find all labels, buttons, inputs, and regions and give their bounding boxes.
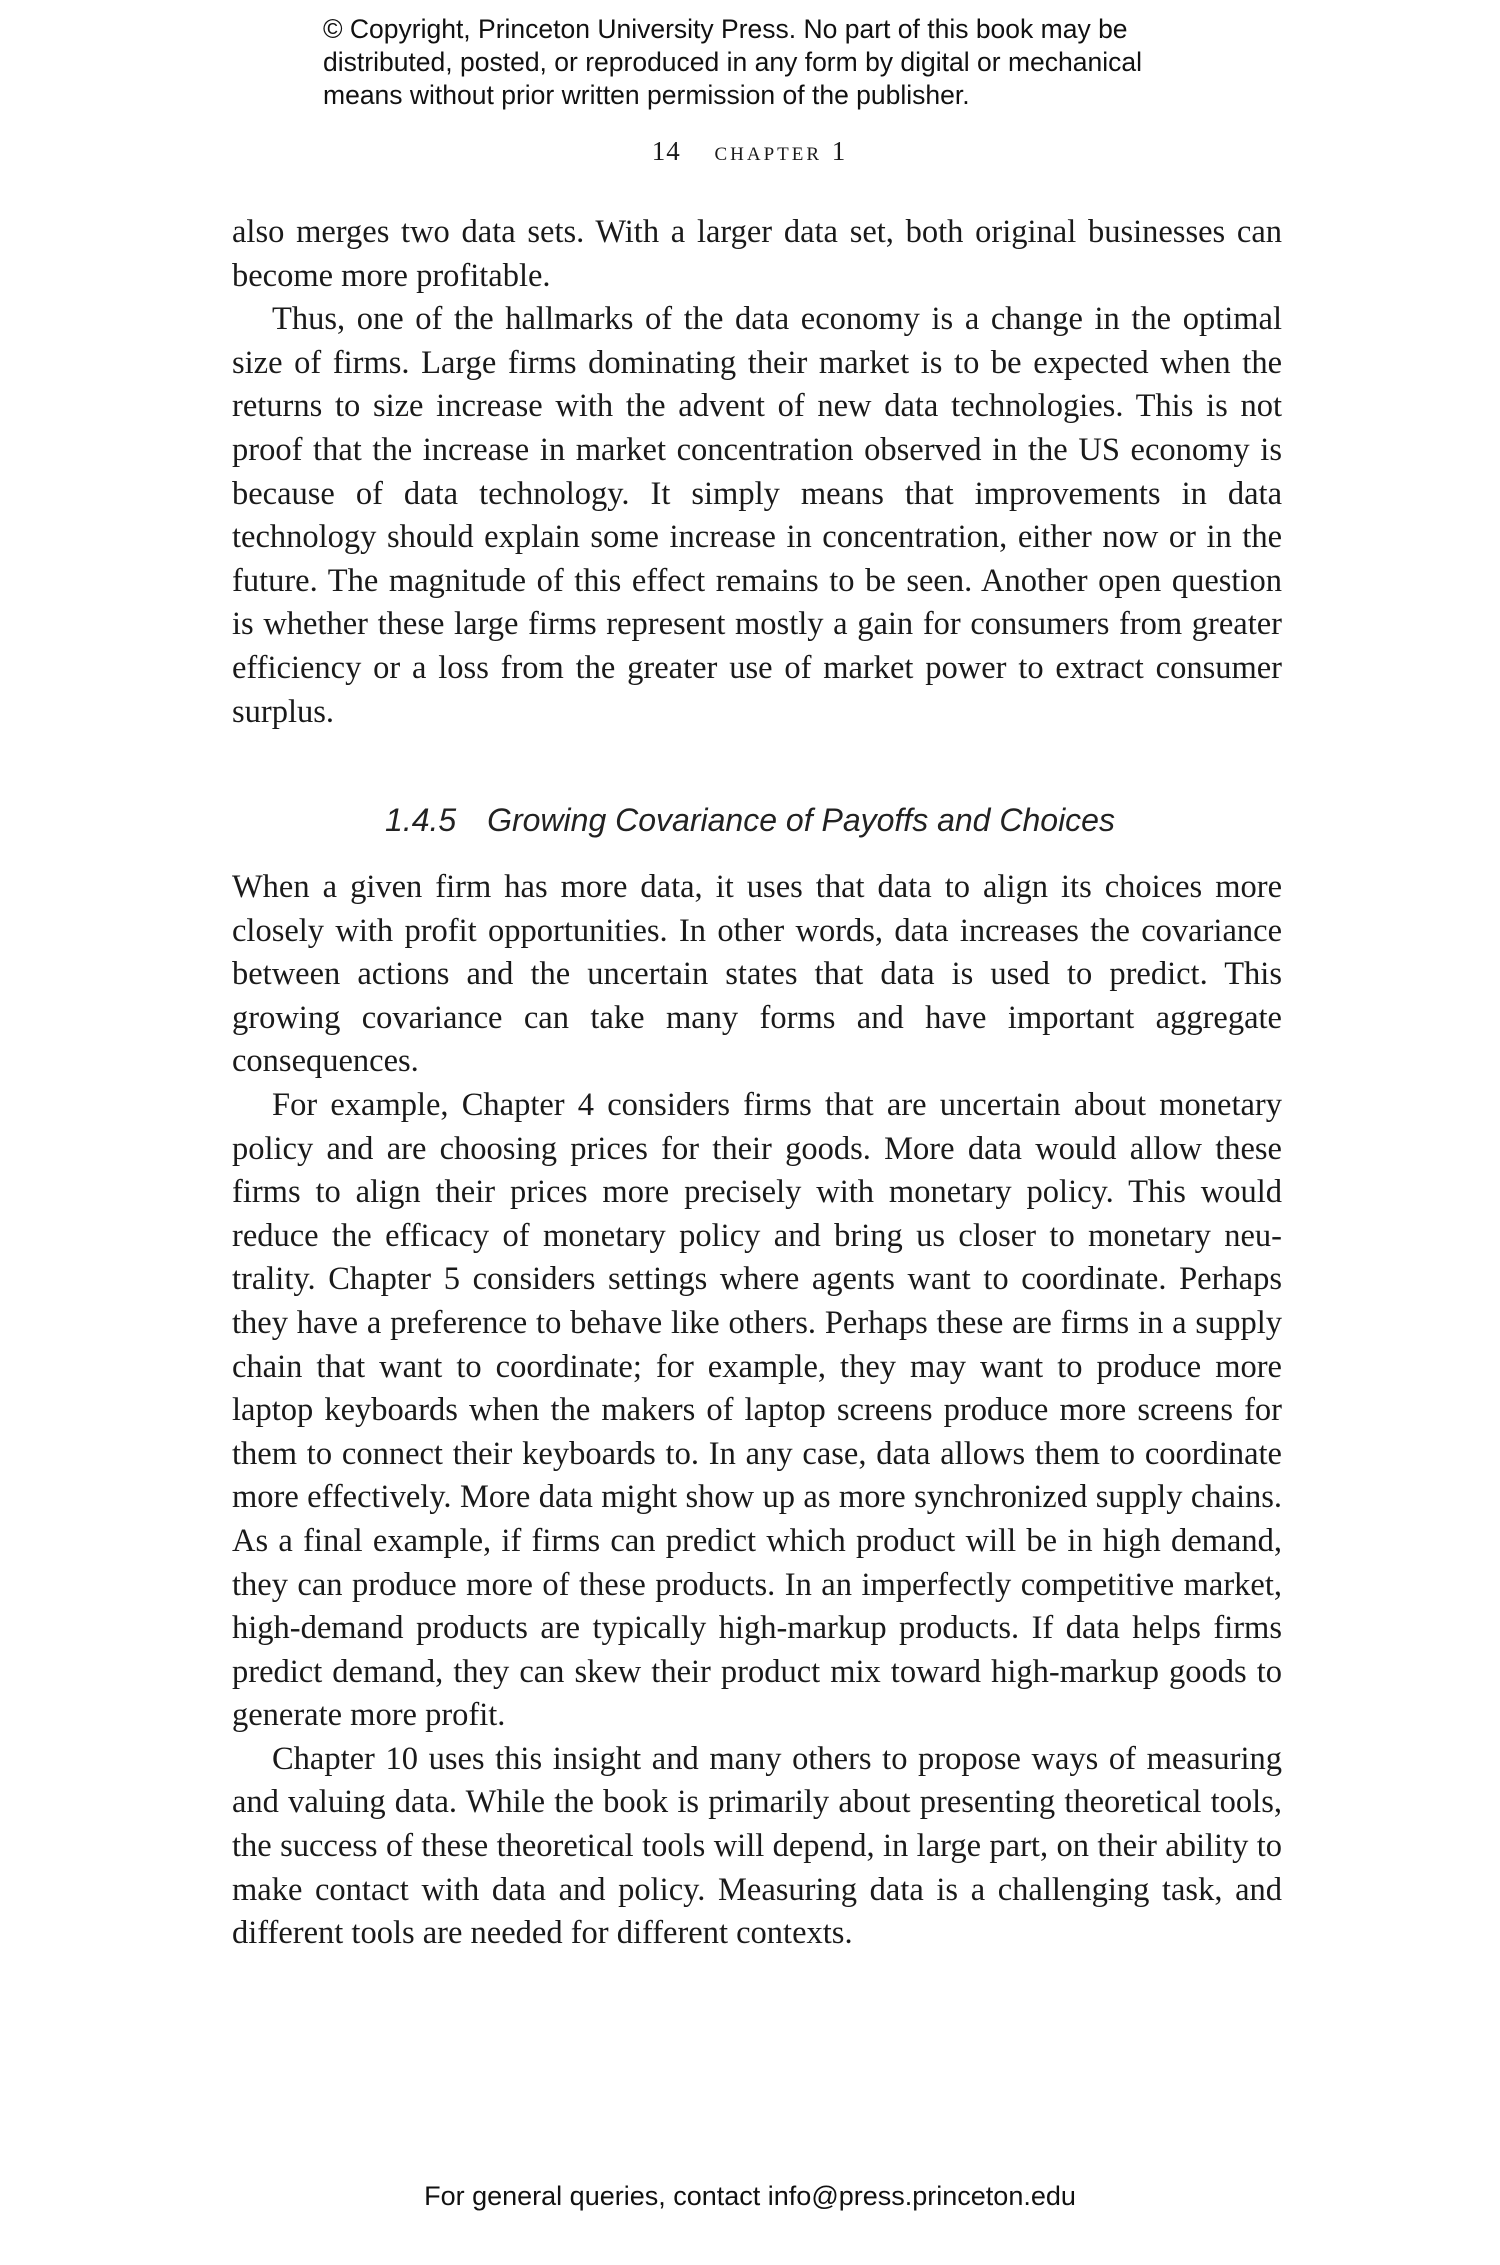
copyright-line: distributed, posted, or reproduced in any form by digital or mechanical: [323, 47, 1142, 77]
paragraph: also merges two data sets. With a larger data set, both original businesses can become more profitable.: [232, 214, 1282, 294]
running-head: [0, 133, 1500, 169]
body-text-block-1: [232, 211, 1282, 734]
section-title: Growing Covariance of Payoffs and Choices: [487, 802, 1115, 838]
body-text-block-2: [232, 866, 1282, 1956]
paragraph: When a given firm has more data, it uses that data to align its choices more closely with profit opportunities. In other words, data increases the covariance between actions and the uncertain states that data is used to predict. This growing covariance can take many forms and have important aggregate consequences.: [232, 869, 1282, 1080]
copyright-line: means without prior written permission of the publisher.: [323, 80, 970, 110]
paragraph: Thus, one of the hallmarks of the data economy is a change in the optimal size of firms. Large firms dominating their market is to be expected when the returns to size increase with the advent of new data technologies. This is not proof that the increase in market concentration observed in the US economy is because of data technology. It simply means that improvements in data technology should explain some increase in concentration, either now or in the future. The magnitude of this effect remains to be seen. Another open question is whether these large firms represent mostly a gain for consumers from greater efficiency or a loss from the greater use of market power to extract consumer surplus.: [232, 301, 1282, 730]
page-number: 14: [651, 136, 681, 166]
footer-contact: For general queries, contact info@press.princeton.edu: [424, 2181, 1076, 2211]
chapter-label: chapter 1: [714, 136, 849, 166]
section-number: 1.4.5: [385, 802, 457, 838]
paragraph: For example, Chapter 4 considers firms that are uncertain about monetary policy and are choosing prices for their goods. More data would allow these firms to align their prices more precisely with monetary policy. This would reduce the efficacy of monetary policy and bring us closer to monetary neutrality. Chapter 5 considers settings where agents want to coordinate. Perhaps they have a preference to behave like others. Perhaps these are firms in a supply chain that want to coordinate; for example, they may want to produce more laptop keyboards when the makers of laptop screens produce more screens for them to connect their keyboards to. In any case, data allows them to coordinate more effectively. More data might show up as more synchronized supply chains. As a final example, if firms can predict which product will be in high demand, they can produce more of these products. In an imperfectly competitive market, high-demand products are typically high-markup products. If data helps firms predict demand, they can skew their product mix toward high-markup goods to generate more profit.: [232, 1086, 1282, 1734]
section-heading: [0, 800, 1500, 840]
copyright-line: © Copyright, Princeton University Press. No part of this book may be: [323, 14, 1128, 44]
copyright-notice: [323, 13, 1323, 112]
paragraph: Chapter 10 uses this insight and many others to propose ways of measuring and valuing data. While the book is primarily about presenting theoretical tools, the success of these theoretical tools will depend, in large part, on their ability to make contact with data and policy. Measuring data is a challenging task, and different tools are needed for different contexts.: [232, 1740, 1282, 1952]
